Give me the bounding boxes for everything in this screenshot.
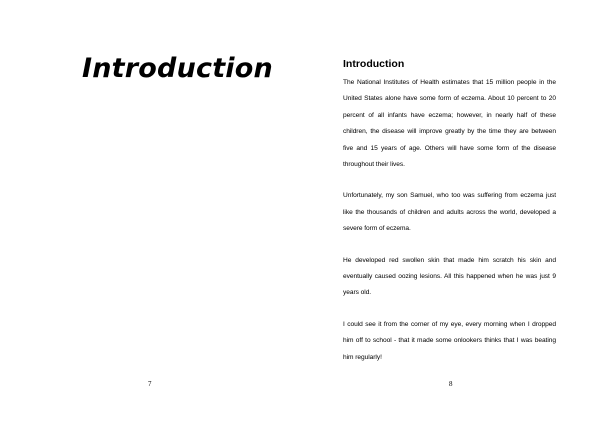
chapter-title: Introduction xyxy=(82,53,273,84)
paragraph-4: I could see it from the corner of my eye, every morning when I dropped him off to school - that it made some onlookers thinks that I was beating him regularly! xyxy=(343,320,556,361)
page-number-right: 8 xyxy=(449,380,453,388)
page-number-left: 7 xyxy=(148,380,152,388)
page-body xyxy=(343,57,556,366)
paragraph-1: The National Institutes of Health estimates that 15 million people in the United States alone have some form of eczema. About 10 percent to 20 percent of all infants have eczema; however, in nearly half of these children, the disease will improve greatly by the time they are between five and 15 years of age. Others will have some form of the disease throughout their lives. xyxy=(343,79,556,169)
paragraph-3: He developed red swollen skin that made him scratch his skin and eventually caused oozing lesions. All this happened when he was just 9 years old. xyxy=(343,256,556,297)
section-heading: Introduction xyxy=(343,58,405,70)
right-page xyxy=(300,0,600,424)
paragraph-2: Unfortunately, my son Samuel, who too was suffering from eczema just like the thousands of children and adults across the world, developed a severe form of eczema. xyxy=(343,192,556,233)
